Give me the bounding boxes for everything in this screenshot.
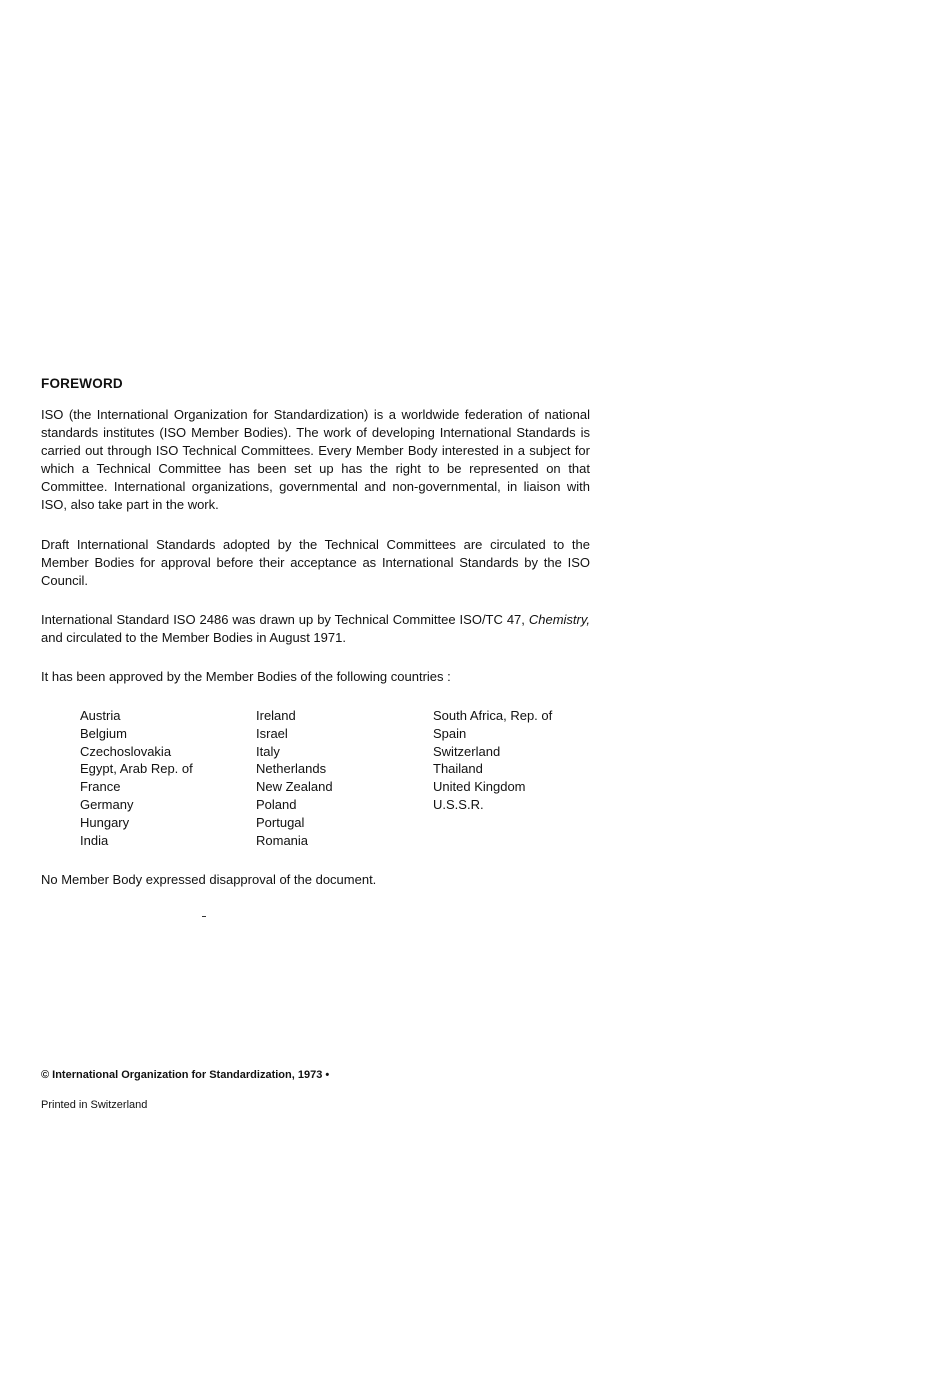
- country-item: Czechoslovakia: [80, 743, 172, 759]
- foreword-paragraph-drafts: Draft International Standards adopted by the Technical Committees are circulated to the Member Bodies for approval before their acceptance as International Standards by the ISO Council.: [41, 537, 590, 588]
- foreword-heading: FOREWORD: [41, 376, 123, 391]
- country-item: Belgium: [80, 725, 127, 741]
- disapproval-note: No Member Body expressed disapproval of the document.: [41, 872, 377, 887]
- country-item: Egypt, Arab Rep. of: [80, 761, 193, 777]
- country-item: Spain: [433, 725, 467, 741]
- printed-location: Printed in Switzerland: [41, 1099, 148, 1111]
- foreword-paragraph-iso: ISO (the International Organization for Standardization) is a worldwide federation of national standards institutes (ISO Member Bodies). The work of developing International Standards is carried out through ISO Technical Committees. Every Member Body interested in a subject for which a Technical Committee has been set up has the right to be represented on that Committee. International organizations, governmental and non-governmental, in liaison with ISO, also take part in the work.: [41, 407, 590, 512]
- approval-intro: It has been approved by the Member Bodies of the following countries :: [41, 669, 451, 684]
- stray-mark: [202, 916, 206, 917]
- country-item: Italy: [256, 743, 280, 759]
- country-list-column-1: [80, 707, 193, 849]
- country-item: Poland: [256, 796, 297, 812]
- country-item: Israel: [256, 725, 288, 741]
- country-list-column-3: [433, 707, 552, 814]
- copyright-notice: © International Organization for Standardization, 1973 •: [41, 1069, 330, 1081]
- country-item: Ireland: [256, 708, 296, 723]
- country-item: Portugal: [256, 814, 305, 830]
- country-item: India: [80, 832, 109, 848]
- country-item: South Africa, Rep. of: [433, 708, 553, 723]
- country-item: Thailand: [433, 761, 483, 777]
- country-item: Hungary: [80, 814, 130, 830]
- country-item: France: [80, 779, 121, 795]
- country-item: Romania: [256, 832, 309, 848]
- committee-name: Chemistry,: [528, 612, 590, 627]
- country-item: Netherlands: [256, 761, 327, 777]
- country-item: New Zealand: [256, 779, 333, 795]
- country-list-column-2: [256, 707, 333, 849]
- standard-text-before: International Standard ISO 2486 was drawn up by Technical Committee ISO/TC 47,: [41, 612, 529, 627]
- country-item: Germany: [80, 796, 134, 812]
- standard-text-after: and circulated to the Member Bodies in August 1971.: [41, 630, 346, 645]
- country-item: U.S.S.R.: [433, 796, 484, 812]
- country-item: Switzerland: [433, 743, 501, 759]
- foreword-paragraph-standard: [41, 611, 590, 647]
- country-item: United Kingdom: [433, 779, 526, 795]
- country-item: Austria: [80, 708, 121, 723]
